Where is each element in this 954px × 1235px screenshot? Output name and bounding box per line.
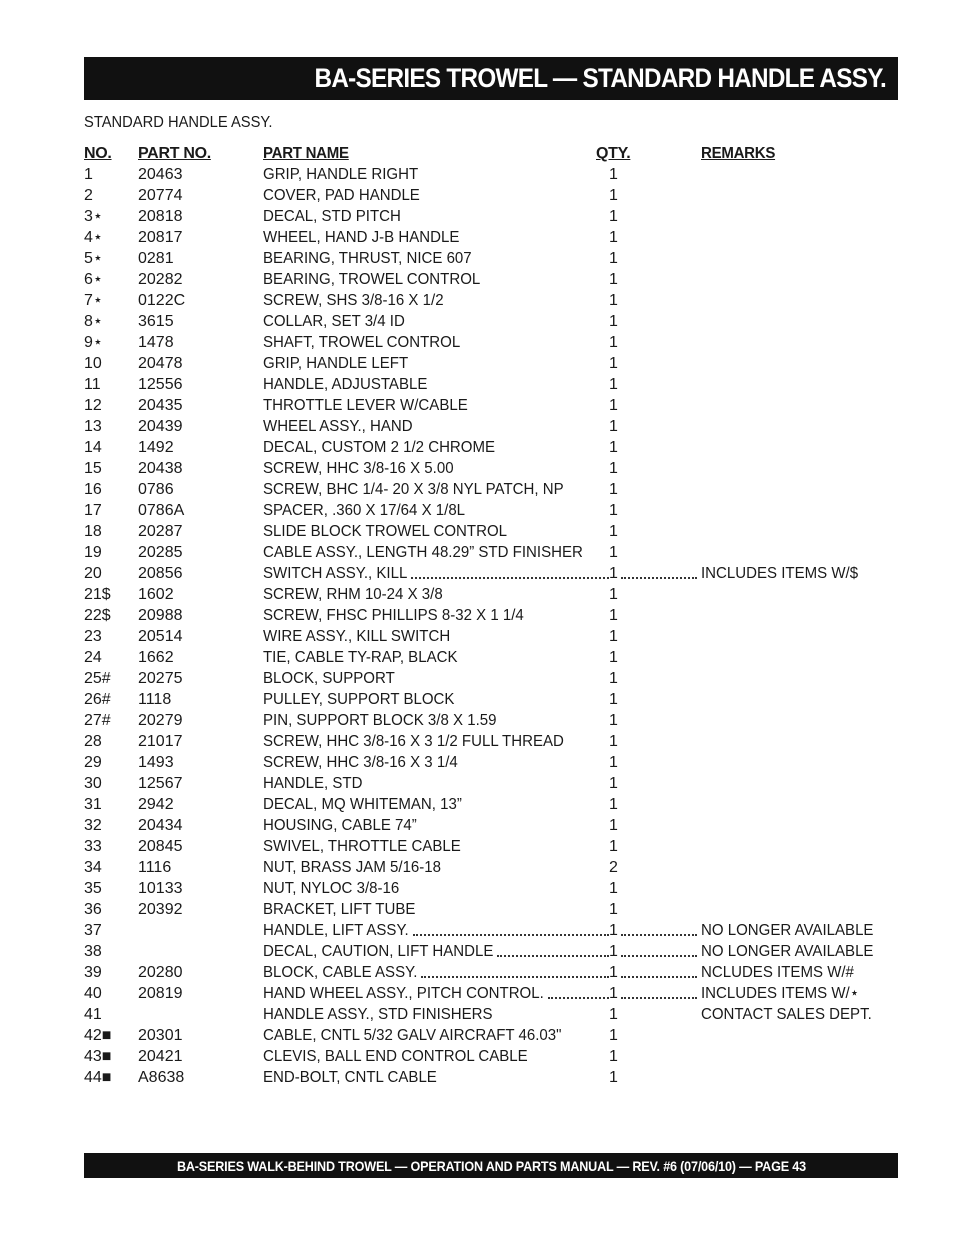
part-name: BEARING, TROWEL CONTROL [263, 271, 481, 288]
column-header-no: NO. [84, 145, 112, 162]
dot-leader [411, 577, 609, 579]
table-row [84, 647, 894, 668]
quantity: 1 [609, 1069, 618, 1086]
table-row [84, 626, 894, 647]
quantity: 1 [609, 355, 618, 372]
quantity: 1 [609, 313, 618, 330]
quantity: 1 [609, 1027, 618, 1044]
part-number: 20421 [138, 1048, 183, 1065]
part-number: 0122C [138, 292, 186, 309]
quantity: 1 [609, 943, 618, 960]
item-number: 38 [84, 943, 102, 960]
item-number: 9⋆ [84, 334, 103, 351]
table-row [84, 416, 894, 437]
part-number: 21017 [138, 733, 183, 750]
part-name: CLEVIS, BALL END CONTROL CABLE [263, 1048, 528, 1065]
table-row [84, 1046, 894, 1067]
part-number: 20463 [138, 166, 183, 183]
part-name: SCREW, HHC 3/8-16 X 3 1/4 [263, 754, 458, 771]
table-row [84, 1067, 894, 1088]
item-number: 40 [84, 985, 102, 1002]
part-number: 12556 [138, 376, 183, 393]
item-number: 1 [84, 166, 93, 183]
table-row [84, 248, 894, 269]
page-title: BA-SERIES TROWEL — STANDARD HANDLE ASSY. [314, 63, 886, 93]
item-number: 33 [84, 838, 102, 855]
part-name: SCREW, RHM 10-24 X 3/8 [263, 586, 443, 603]
part-name: PULLEY, SUPPORT BLOCK [263, 691, 455, 708]
quantity: 1 [609, 334, 618, 351]
quantity: 1 [609, 733, 618, 750]
table-row [84, 983, 894, 1004]
table-row [84, 752, 894, 773]
quantity: 1 [609, 376, 618, 393]
quantity: 1 [609, 817, 618, 834]
dot-leader [621, 997, 697, 999]
item-number: 29 [84, 754, 102, 771]
section-subtitle: STANDARD HANDLE ASSY. [84, 114, 273, 131]
dot-leader [621, 955, 697, 957]
part-name: PIN, SUPPORT BLOCK 3/8 X 1.59 [263, 712, 497, 729]
part-name: END-BOLT, CNTL CABLE [263, 1069, 437, 1086]
table-row [84, 836, 894, 857]
table-row [84, 941, 894, 962]
quantity: 1 [609, 1006, 618, 1023]
item-number: 10 [84, 355, 102, 372]
item-number: 12 [84, 397, 102, 414]
part-name: COVER, PAD HANDLE [263, 187, 420, 204]
table-row [84, 374, 894, 395]
part-name: HAND WHEEL ASSY., PITCH CONTROL. [263, 985, 544, 1002]
part-name: HOUSING, CABLE 74” [263, 817, 417, 834]
remarks: CONTACT SALES DEPT. [701, 1006, 872, 1023]
item-number: 36 [84, 901, 102, 918]
item-number: 2 [84, 187, 93, 204]
quantity: 1 [609, 250, 618, 267]
part-number: 1493 [138, 754, 174, 771]
part-name: HANDLE, LIFT ASSY. [263, 922, 409, 939]
part-number: 2942 [138, 796, 174, 813]
quantity: 1 [609, 418, 618, 435]
table-row [84, 857, 894, 878]
table-row [84, 353, 894, 374]
quantity: 1 [609, 586, 618, 603]
remarks: NO LONGER AVAILABLE [701, 922, 874, 939]
part-number: 20280 [138, 964, 183, 981]
table-row [84, 269, 894, 290]
table-row [84, 185, 894, 206]
part-name: SCREW, HHC 3/8-16 X 3 1/2 FULL THREAD [263, 733, 564, 750]
item-number: 37 [84, 922, 102, 939]
item-number: 13 [84, 418, 102, 435]
part-number: 20434 [138, 817, 183, 834]
dot-leader [621, 934, 697, 936]
quantity: 1 [609, 649, 618, 666]
part-number: 12567 [138, 775, 183, 792]
part-number: 20279 [138, 712, 183, 729]
table-row [84, 227, 894, 248]
part-number: 1118 [138, 691, 172, 708]
table-row [84, 815, 894, 836]
part-name: BEARING, THRUST, NICE 607 [263, 250, 472, 267]
part-name: GRIP, HANDLE RIGHT [263, 166, 419, 183]
item-number: 25# [84, 670, 111, 687]
item-number: 21$ [84, 586, 111, 603]
remarks: INCLUDES ITEMS W/$ [701, 565, 859, 582]
quantity: 1 [609, 607, 618, 624]
quantity: 1 [609, 1048, 618, 1065]
quantity: 1 [609, 712, 618, 729]
remarks: NO LONGER AVAILABLE [701, 943, 874, 960]
part-name: SHAFT, TROWEL CONTROL [263, 334, 461, 351]
quantity: 1 [609, 754, 618, 771]
part-number: 20988 [138, 607, 183, 624]
quantity: 1 [609, 397, 618, 414]
quantity: 1 [609, 229, 618, 246]
quantity: 1 [609, 481, 618, 498]
item-number: 17 [84, 502, 102, 519]
part-name: DECAL, MQ WHITEMAN, 13” [263, 796, 462, 813]
part-name: SCREW, BHC 1/4- 20 X 3/8 NYL PATCH, NP [263, 481, 564, 498]
part-number: 0786A [138, 502, 185, 519]
part-name: SPACER, .360 X 17/64 X 1/8L [263, 502, 466, 519]
item-number: 44■ [84, 1069, 112, 1086]
column-header-part-no: PART NO. [138, 145, 211, 162]
table-row [84, 437, 894, 458]
quantity: 1 [609, 628, 618, 645]
item-number: 6⋆ [84, 271, 103, 288]
table-row [84, 899, 894, 920]
item-number: 8⋆ [84, 313, 103, 330]
item-number: 35 [84, 880, 102, 897]
table-row [84, 668, 894, 689]
part-name: NUT, BRASS JAM 5/16-18 [263, 859, 442, 876]
table-row [84, 605, 894, 626]
quantity: 1 [609, 187, 618, 204]
item-number: 34 [84, 859, 102, 876]
quantity: 1 [609, 271, 618, 288]
part-number: 0786 [138, 481, 174, 498]
item-number: 11 [84, 376, 101, 393]
table-row [84, 290, 894, 311]
table-row [84, 542, 894, 563]
dot-leader [621, 976, 697, 978]
table-row [84, 920, 894, 941]
part-number: 20856 [138, 565, 183, 582]
column-header-qty: QTY. [596, 145, 631, 162]
table-row [84, 962, 894, 983]
column-header-remarks: REMARKS [701, 145, 776, 162]
part-number: 20285 [138, 544, 183, 561]
item-number: 20 [84, 565, 102, 582]
part-name: SWIVEL, THROTTLE CABLE [263, 838, 461, 855]
item-number: 27# [84, 712, 111, 729]
item-number: 7⋆ [84, 292, 103, 309]
page-footer: BA-SERIES WALK-BEHIND TROWEL — OPERATION AND PARTS MANUAL — REV. #6 (07/06/10) — PAGE 43 [176, 1157, 806, 1174]
table-row [84, 689, 894, 710]
item-number: 26# [84, 691, 111, 708]
part-number: 10133 [138, 880, 183, 897]
table-row [84, 164, 894, 185]
quantity: 1 [609, 670, 618, 687]
table-row [84, 500, 894, 521]
table-row [84, 395, 894, 416]
part-name: HANDLE, STD [263, 775, 363, 792]
item-number: 3⋆ [84, 208, 103, 225]
part-name: SWITCH ASSY., KILL [263, 565, 408, 582]
quantity: 1 [609, 775, 618, 792]
table-row [84, 521, 894, 542]
item-number: 24 [84, 649, 102, 666]
quantity: 1 [609, 166, 618, 183]
table-row [84, 206, 894, 227]
part-name: DECAL, CAUTION, LIFT HANDLE [263, 943, 494, 960]
part-number: 1478 [138, 334, 174, 351]
quantity: 1 [609, 880, 618, 897]
page-title-bar [84, 57, 898, 100]
table-row [84, 1025, 894, 1046]
part-number: 20275 [138, 670, 183, 687]
item-number: 16 [84, 481, 102, 498]
table-row [84, 584, 894, 605]
quantity: 1 [609, 565, 618, 582]
quantity: 1 [609, 691, 618, 708]
part-number: 3615 [138, 313, 174, 330]
quantity: 1 [609, 523, 618, 540]
part-name: WHEEL ASSY., HAND [263, 418, 413, 435]
item-number: 41 [84, 1006, 102, 1023]
item-number: 5⋆ [84, 250, 103, 267]
quantity: 1 [609, 292, 618, 309]
part-name: WIRE ASSY., KILL SWITCH [263, 628, 451, 645]
quantity: 1 [609, 796, 618, 813]
part-number: 20845 [138, 838, 183, 855]
dot-leader [421, 976, 609, 978]
remarks: NCLUDES ITEMS W/# [701, 964, 854, 981]
part-number: 20817 [138, 229, 183, 246]
quantity: 1 [609, 901, 618, 918]
part-number: 1492 [138, 439, 174, 456]
page-footer-bar [84, 1153, 898, 1178]
item-number: 19 [84, 544, 102, 561]
item-number: 39 [84, 964, 102, 981]
item-number: 23 [84, 628, 102, 645]
part-name: COLLAR, SET 3/4 ID [263, 313, 405, 330]
part-number: 20301 [138, 1027, 183, 1044]
table-row [84, 458, 894, 479]
item-number: 30 [84, 775, 102, 792]
part-number: 1662 [138, 649, 174, 666]
table-row [84, 479, 894, 500]
quantity: 1 [609, 439, 618, 456]
part-number: A8638 [138, 1069, 185, 1086]
part-number: 20435 [138, 397, 183, 414]
item-number: 18 [84, 523, 102, 540]
quantity: 2 [609, 859, 618, 876]
quantity: 1 [609, 544, 618, 561]
part-name: GRIP, HANDLE LEFT [263, 355, 409, 372]
part-number: 20438 [138, 460, 183, 477]
part-name: HANDLE, ADJUSTABLE [263, 376, 428, 393]
part-number: 20514 [138, 628, 183, 645]
item-number: 15 [84, 460, 102, 477]
remarks: INCLUDES ITEMS W/⋆ [701, 985, 860, 1002]
part-name: DECAL, CUSTOM 2 1/2 CHROME [263, 439, 496, 456]
table-row [84, 332, 894, 353]
item-number: 22$ [84, 607, 111, 624]
column-header-part-name: PART NAME [263, 145, 349, 162]
part-number: 20287 [138, 523, 183, 540]
part-name: BRACKET, LIFT TUBE [263, 901, 416, 918]
part-name: TIE, CABLE TY-RAP, BLACK [263, 649, 458, 666]
part-number: 20818 [138, 208, 183, 225]
item-number: 42■ [84, 1027, 112, 1044]
item-number: 31 [84, 796, 102, 813]
table-header-row [84, 143, 894, 164]
table-row [84, 878, 894, 899]
part-name: WHEEL, HAND J-B HANDLE [263, 229, 460, 246]
part-name: SLIDE BLOCK TROWEL CONTROL [263, 523, 508, 540]
part-name: BLOCK, CABLE ASSY. [263, 964, 418, 981]
part-number: 20439 [138, 418, 183, 435]
part-number: 20774 [138, 187, 183, 204]
dot-leader [621, 577, 697, 579]
quantity: 1 [609, 208, 618, 225]
part-number: 20819 [138, 985, 183, 1002]
dot-leader [497, 955, 609, 957]
parts-table [84, 143, 894, 1088]
quantity: 1 [609, 964, 618, 981]
part-name: BLOCK, SUPPORT [263, 670, 395, 687]
part-name: NUT, NYLOC 3/8-16 [263, 880, 400, 897]
part-name: HANDLE ASSY., STD FINISHERS [263, 1006, 493, 1023]
table-row [84, 794, 894, 815]
part-name: CABLE ASSY., LENGTH 48.29” STD FINISHER [263, 544, 583, 561]
part-name: CABLE, CNTL 5/32 GALV AIRCRAFT 46.03" [263, 1027, 562, 1044]
table-row [84, 563, 894, 584]
dot-leader [548, 997, 609, 999]
table-row [84, 731, 894, 752]
part-number: 1116 [138, 859, 172, 876]
part-name: SCREW, FHSC PHILLIPS 8-32 X 1 1/4 [263, 607, 524, 624]
part-number: 20392 [138, 901, 183, 918]
table-row [84, 773, 894, 794]
item-number: 4⋆ [84, 229, 103, 246]
part-number: 20478 [138, 355, 183, 372]
item-number: 28 [84, 733, 102, 750]
table-row [84, 1004, 894, 1025]
part-name: SCREW, SHS 3/8-16 X 1/2 [263, 292, 444, 309]
item-number: 43■ [84, 1048, 112, 1065]
part-name: SCREW, HHC 3/8-16 X 5.00 [263, 460, 454, 477]
item-number: 32 [84, 817, 102, 834]
quantity: 1 [609, 502, 618, 519]
part-name: THROTTLE LEVER W/CABLE [263, 397, 468, 414]
table-row [84, 311, 894, 332]
quantity: 1 [609, 460, 618, 477]
part-number: 0281 [138, 250, 174, 267]
part-number: 1602 [138, 586, 174, 603]
quantity: 1 [609, 838, 618, 855]
item-number: 14 [84, 439, 102, 456]
table-row [84, 710, 894, 731]
dot-leader [413, 934, 609, 936]
table-body [84, 164, 894, 1088]
quantity: 1 [609, 985, 618, 1002]
quantity: 1 [609, 922, 618, 939]
part-number: 20282 [138, 271, 183, 288]
part-name: DECAL, STD PITCH [263, 208, 401, 225]
